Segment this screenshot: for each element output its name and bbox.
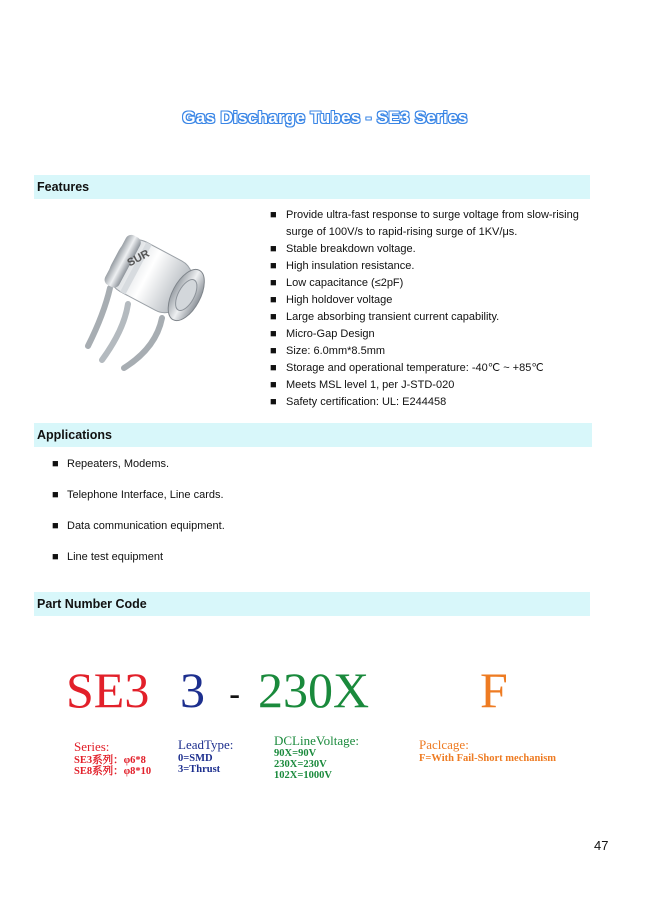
feature-text: Safety certification: UL: E244458 bbox=[286, 396, 447, 408]
applications-heading: Applications bbox=[34, 423, 592, 447]
feature-text: surge of 100V/s to rapid-rising surge of 1KV/μs. bbox=[286, 226, 518, 238]
voltage-option: 230X=230V bbox=[274, 759, 327, 770]
page-title: Gas Discharge Tubes - SE3 Series bbox=[182, 108, 468, 127]
bullet-icon: ■ bbox=[52, 551, 59, 563]
application-item bbox=[52, 550, 225, 581]
features-heading: Features bbox=[34, 175, 590, 199]
part-number-heading: Part Number Code bbox=[34, 592, 590, 616]
product-image bbox=[70, 218, 220, 378]
page-number: 47 bbox=[594, 838, 609, 853]
feature-text: Low capacitance (≤2pF) bbox=[286, 277, 404, 289]
feature-item bbox=[270, 343, 600, 360]
feature-text: Provide ultra-fast response to surge voltage from slow-rising bbox=[286, 209, 579, 221]
feature-item bbox=[270, 207, 600, 224]
lead-label: LeadType: bbox=[178, 737, 234, 752]
bullet-icon: ■ bbox=[270, 260, 277, 272]
feature-text: Storage and operational temperature: -40℃ ~ +85℃ bbox=[286, 362, 544, 374]
bullet-icon: ■ bbox=[270, 209, 277, 221]
lead-option: 0=SMD bbox=[178, 753, 213, 764]
feature-text: Meets MSL level 1, per J-STD-020 bbox=[286, 379, 455, 391]
bullet-icon: ■ bbox=[270, 362, 277, 374]
application-item bbox=[52, 488, 225, 519]
feature-item bbox=[270, 377, 600, 394]
code-lead: 3 bbox=[180, 662, 205, 718]
lead-lines bbox=[178, 753, 220, 775]
bullet-icon: ■ bbox=[270, 294, 277, 306]
feature-item bbox=[270, 309, 600, 326]
voltage-option: 102X=1000V bbox=[274, 770, 332, 781]
product-marking: SUR bbox=[125, 247, 152, 270]
package-option: F=With Fail-Short mechanism bbox=[419, 753, 557, 764]
feature-text: Large absorbing transient current capability. bbox=[286, 311, 500, 323]
feature-text: High holdover voltage bbox=[286, 294, 393, 306]
feature-item bbox=[270, 224, 600, 241]
applications-list bbox=[52, 457, 225, 581]
series-lines bbox=[74, 755, 151, 777]
application-text: Repeaters, Modems. bbox=[67, 458, 170, 470]
bullet-icon: ■ bbox=[270, 311, 277, 323]
application-text: Data communication equipment. bbox=[67, 520, 225, 532]
package-label: Paclcage: bbox=[419, 737, 469, 752]
lead-option: 3=Thrust bbox=[178, 764, 221, 775]
feature-text: Stable breakdown voltage. bbox=[286, 243, 416, 255]
feature-item bbox=[270, 292, 600, 309]
bullet-icon: ■ bbox=[270, 328, 277, 340]
feature-item bbox=[270, 275, 600, 292]
bullet-icon: ■ bbox=[270, 277, 277, 289]
feature-item bbox=[270, 258, 600, 275]
series-option: SE3系列：φ6*8 bbox=[74, 755, 146, 766]
bullet-icon: ■ bbox=[52, 520, 59, 532]
series-option: SE8系列：φ8*10 bbox=[74, 766, 152, 777]
bullet-icon bbox=[270, 224, 286, 241]
feature-item bbox=[270, 326, 600, 343]
bullet-icon: ■ bbox=[270, 345, 277, 357]
application-item bbox=[52, 457, 225, 488]
package-lines bbox=[419, 753, 556, 764]
code-dash: - bbox=[229, 676, 241, 714]
feature-text: Micro-Gap Design bbox=[286, 328, 375, 340]
series-label: Series: bbox=[74, 739, 110, 754]
feature-item bbox=[270, 241, 600, 258]
features-list bbox=[270, 207, 600, 411]
application-text: Line test equipment bbox=[67, 551, 164, 563]
feature-item bbox=[270, 360, 600, 377]
voltage-lines bbox=[274, 748, 332, 781]
application-text: Telephone Interface, Line cards. bbox=[67, 489, 224, 501]
code-series: SE3 bbox=[66, 662, 150, 718]
code-package: F bbox=[480, 662, 508, 718]
code-voltage: 230X bbox=[258, 662, 370, 718]
feature-text: Size: 6.0mm*8.5mm bbox=[286, 345, 386, 357]
bullet-icon: ■ bbox=[52, 489, 59, 501]
bullet-icon: ■ bbox=[270, 379, 277, 391]
voltage-label: DCLineVoltage: bbox=[274, 733, 359, 748]
bullet-icon: ■ bbox=[270, 396, 277, 408]
feature-text: High insulation resistance. bbox=[286, 260, 415, 272]
application-item bbox=[52, 519, 225, 550]
bullet-icon: ■ bbox=[270, 243, 277, 255]
feature-item bbox=[270, 394, 600, 411]
voltage-option: 90X=90V bbox=[274, 748, 317, 759]
bullet-icon: ■ bbox=[52, 458, 59, 470]
